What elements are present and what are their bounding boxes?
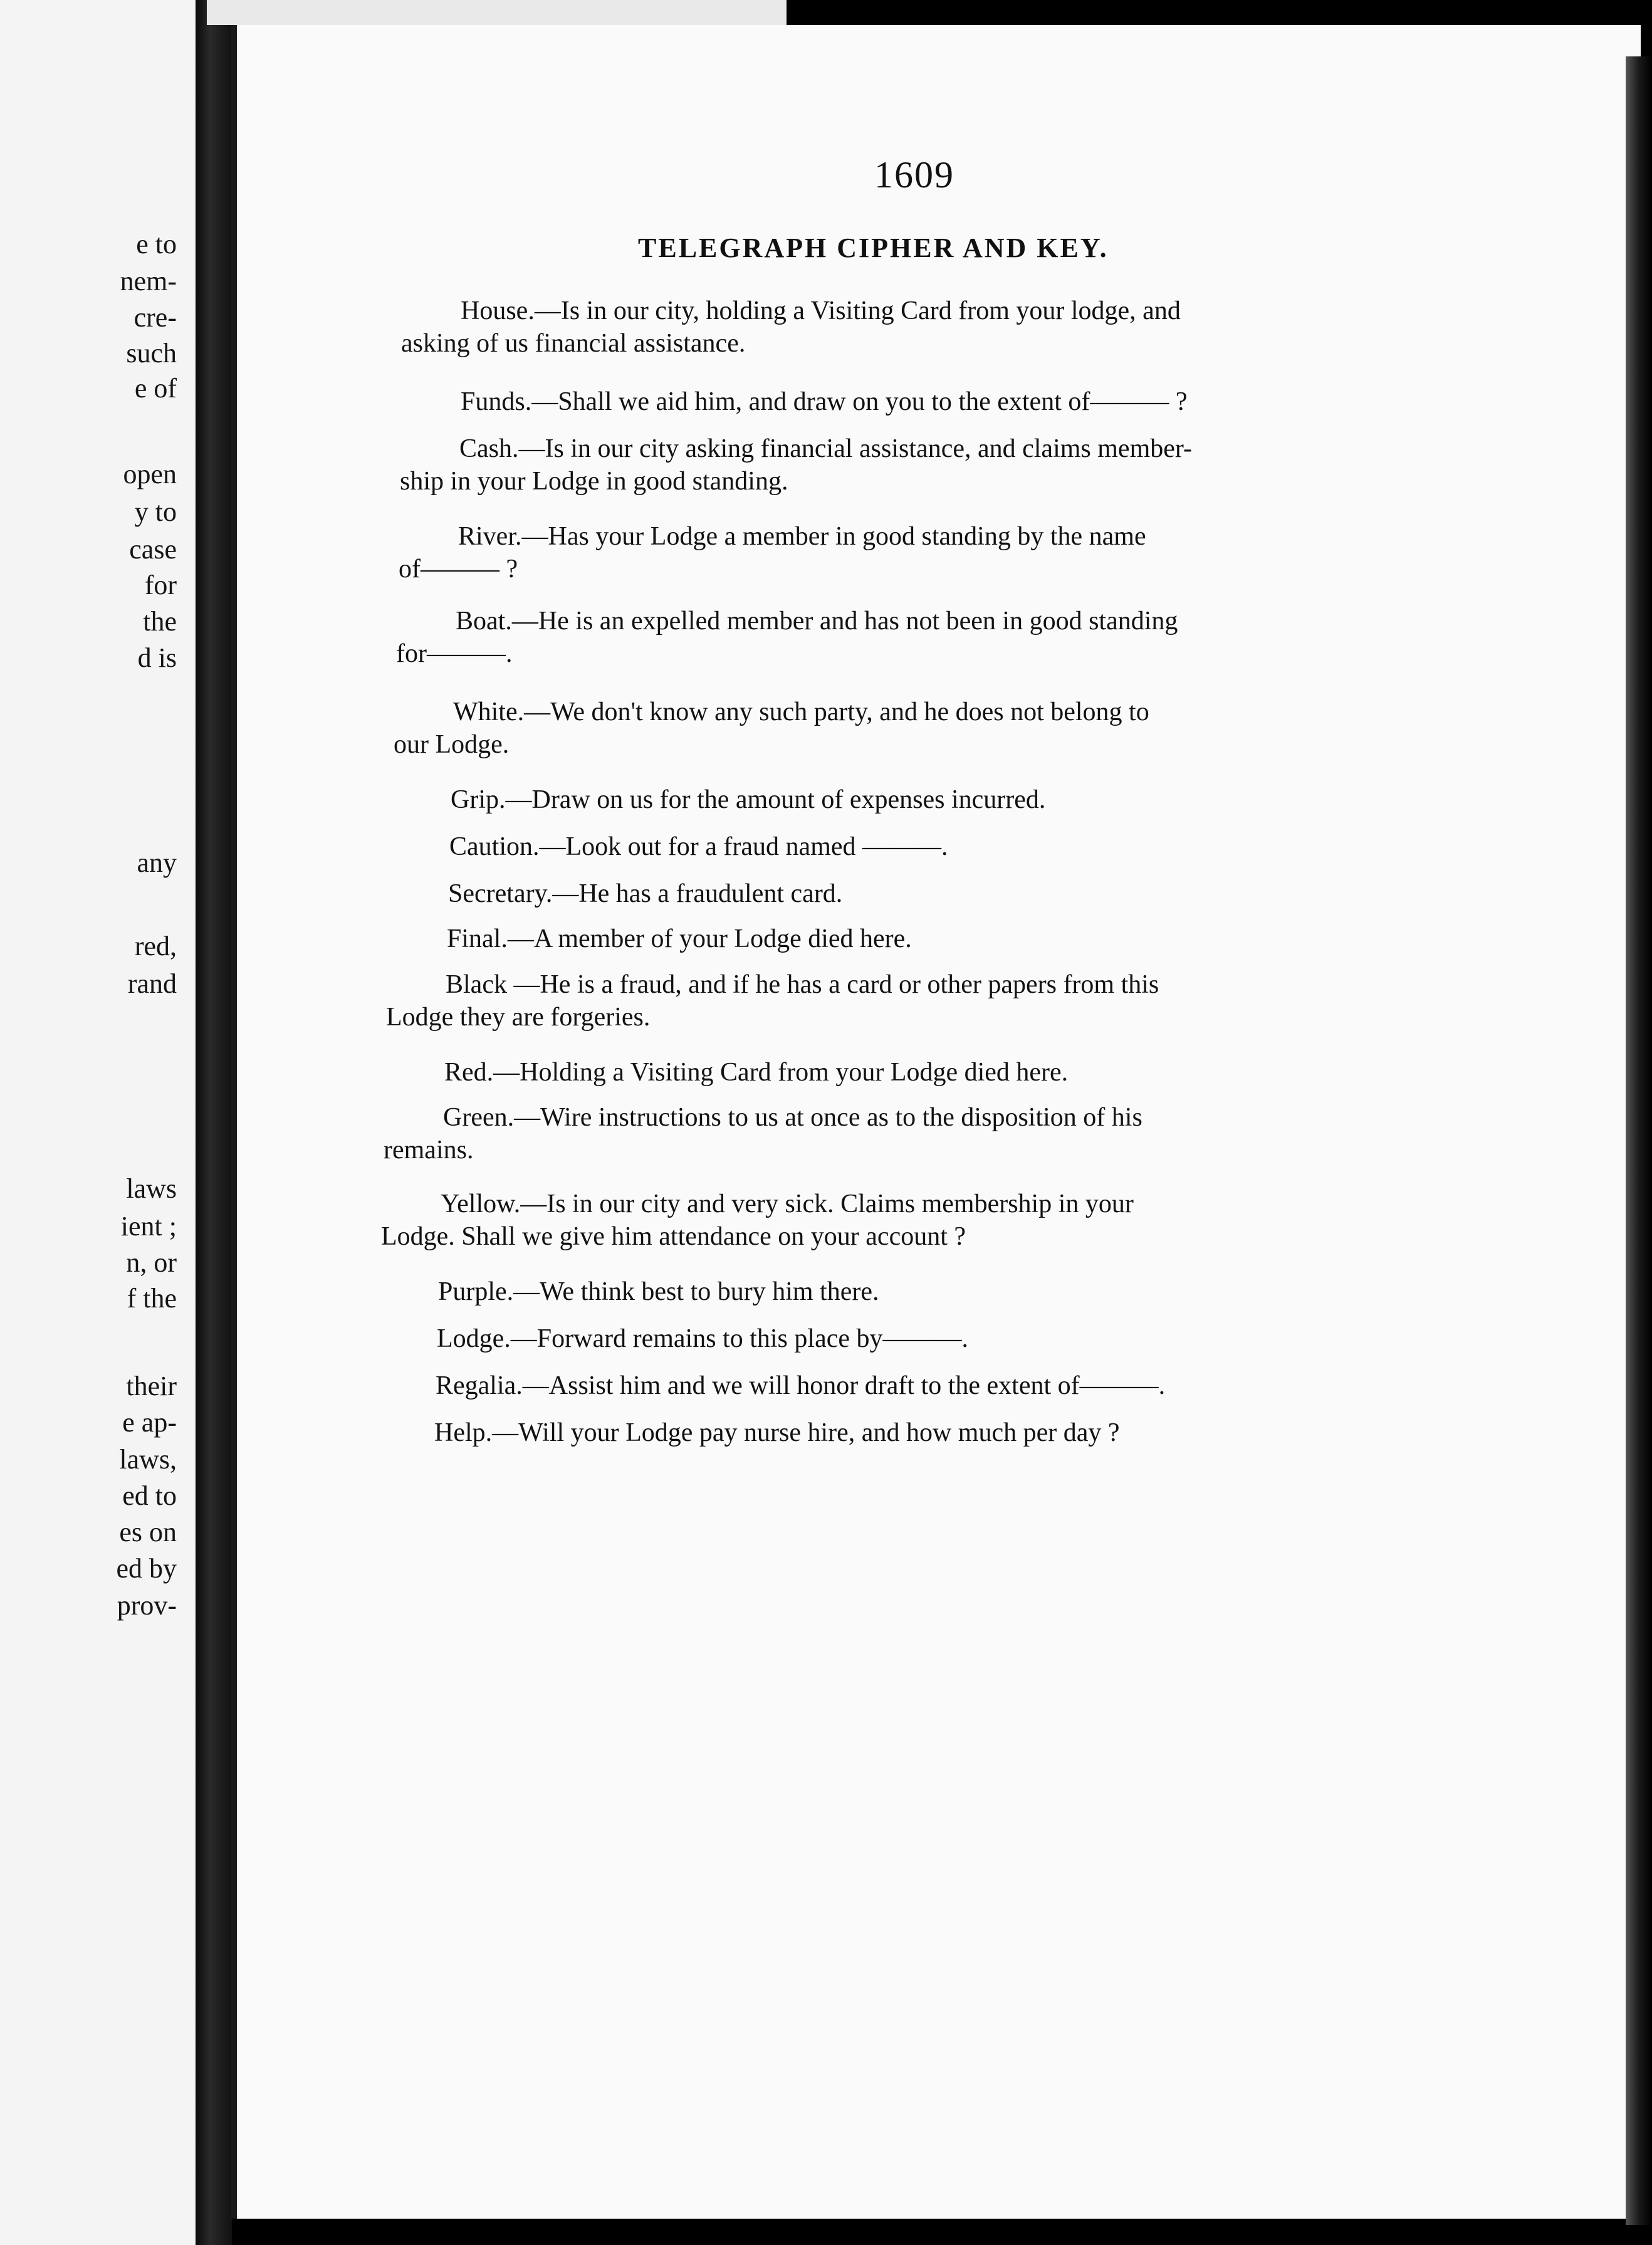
entry-text: House.—Is in our city, holding a Visiting Card from your lodge, and bbox=[461, 296, 1181, 325]
cipher-entry bbox=[377, 1322, 1386, 1355]
entry-text: Lodge.—Forward remains to this place by———. bbox=[437, 1324, 968, 1353]
entry-text: Red.—Holding a Visiting Card from your Lodge died here. bbox=[444, 1058, 1069, 1087]
entry-continuation: our Lodge. bbox=[394, 730, 510, 759]
facing-line: ed by bbox=[116, 1553, 177, 1584]
cipher-entry bbox=[386, 968, 1395, 1034]
facing-line: ed to bbox=[122, 1480, 177, 1511]
facing-line: e of bbox=[134, 373, 177, 404]
facing-line: cre- bbox=[133, 302, 177, 333]
facing-line: for bbox=[144, 570, 177, 600]
page-edge-shadow bbox=[1626, 56, 1652, 2225]
entry-text: Caution.—Look out for a fraud named ———. bbox=[449, 832, 948, 861]
entry-text: Purple.—We think best to bury him there. bbox=[438, 1277, 879, 1306]
entry-continuation: of——— ? bbox=[399, 555, 518, 583]
facing-line: d is bbox=[137, 642, 177, 673]
facing-line: prov- bbox=[117, 1590, 177, 1621]
entry-text: Funds.—Shall we aid him, and draw on you to the extent of——— ? bbox=[461, 387, 1188, 416]
cipher-entry bbox=[389, 877, 1398, 910]
facing-line: the bbox=[143, 606, 177, 637]
facing-line: such bbox=[126, 338, 177, 369]
entry-text: Cash.—Is in our city asking financial assistance, and claims member- bbox=[459, 434, 1193, 463]
facing-line: e to bbox=[136, 229, 177, 259]
entry-continuation: Lodge. Shall we give him attendance on your account ? bbox=[381, 1222, 966, 1251]
cipher-entry bbox=[381, 1188, 1390, 1253]
entry-text: Secretary.—He has a fraudulent card. bbox=[448, 879, 843, 908]
cipher-entry bbox=[399, 520, 1408, 585]
entry-text: Regalia.—Assist him and we will honor draft to the extent of———. bbox=[436, 1371, 1166, 1400]
cipher-entry bbox=[401, 385, 1410, 418]
cipher-entry bbox=[385, 1056, 1394, 1089]
entry-continuation: Lodge they are forgeries. bbox=[386, 1003, 651, 1032]
entry-text: Final.—A member of your Lodge died here. bbox=[447, 924, 912, 953]
entry-continuation: asking of us financial assistance. bbox=[401, 329, 746, 358]
entry-text: Black —He is a fraud, and if he has a card or other papers from this bbox=[446, 970, 1159, 999]
entry-text: White.—We don't know any such party, and he does not belong to bbox=[453, 698, 1149, 726]
facing-line: es on bbox=[119, 1517, 177, 1547]
page-title: TELEGRAPH CIPHER AND KEY. bbox=[638, 233, 1109, 263]
facing-line: n, or bbox=[126, 1247, 177, 1278]
cipher-entry bbox=[390, 830, 1399, 863]
cipher-entry bbox=[375, 1416, 1384, 1449]
top-paper-edge bbox=[207, 0, 787, 25]
cipher-entry bbox=[376, 1369, 1385, 1402]
facing-line: laws, bbox=[119, 1444, 177, 1475]
facing-line: case bbox=[129, 534, 177, 565]
entry-text: River.—Has your Lodge a member in good standing by the name bbox=[458, 522, 1146, 551]
entry-continuation: for———. bbox=[396, 639, 513, 668]
facing-line: red, bbox=[134, 931, 177, 961]
facing-line: f the bbox=[127, 1283, 177, 1314]
entry-text: Yellow.—Is in our city and very sick. Claims membership in your bbox=[441, 1190, 1134, 1218]
facing-line: e ap- bbox=[122, 1407, 177, 1438]
facing-line: any bbox=[137, 847, 177, 878]
entry-text: Help.—Will your Lodge pay nurse hire, and how much per day ? bbox=[434, 1418, 1120, 1447]
page-number: 1609 bbox=[874, 154, 954, 196]
cipher-entry bbox=[379, 1275, 1388, 1308]
facing-page-fragment bbox=[0, 0, 196, 2245]
facing-line: ient ; bbox=[120, 1211, 177, 1242]
entry-continuation: ship in your Lodge in good standing. bbox=[400, 467, 788, 496]
entry-text: Green.—Wire instructions to us at once as to the disposition of his bbox=[443, 1103, 1142, 1132]
facing-line: y to bbox=[134, 496, 177, 527]
book-gutter bbox=[196, 0, 232, 2245]
cipher-entry bbox=[384, 1101, 1393, 1166]
cipher-entry bbox=[400, 432, 1409, 498]
facing-line: laws bbox=[126, 1173, 177, 1204]
cipher-entry bbox=[394, 696, 1403, 761]
entry-text: Grip.—Draw on us for the amount of expenses incurred. bbox=[451, 785, 1046, 814]
facing-line: rand bbox=[127, 968, 177, 999]
cipher-entry bbox=[401, 295, 1410, 360]
facing-line: open bbox=[123, 459, 177, 489]
entry-continuation: remains. bbox=[384, 1136, 474, 1164]
cipher-entry bbox=[396, 605, 1405, 670]
cipher-entry bbox=[387, 923, 1396, 955]
cipher-entry bbox=[391, 783, 1400, 816]
entry-text: Boat.—He is an expelled member and has not been in good standing bbox=[456, 607, 1178, 636]
facing-line: nem- bbox=[120, 266, 177, 296]
facing-line: their bbox=[126, 1371, 177, 1401]
